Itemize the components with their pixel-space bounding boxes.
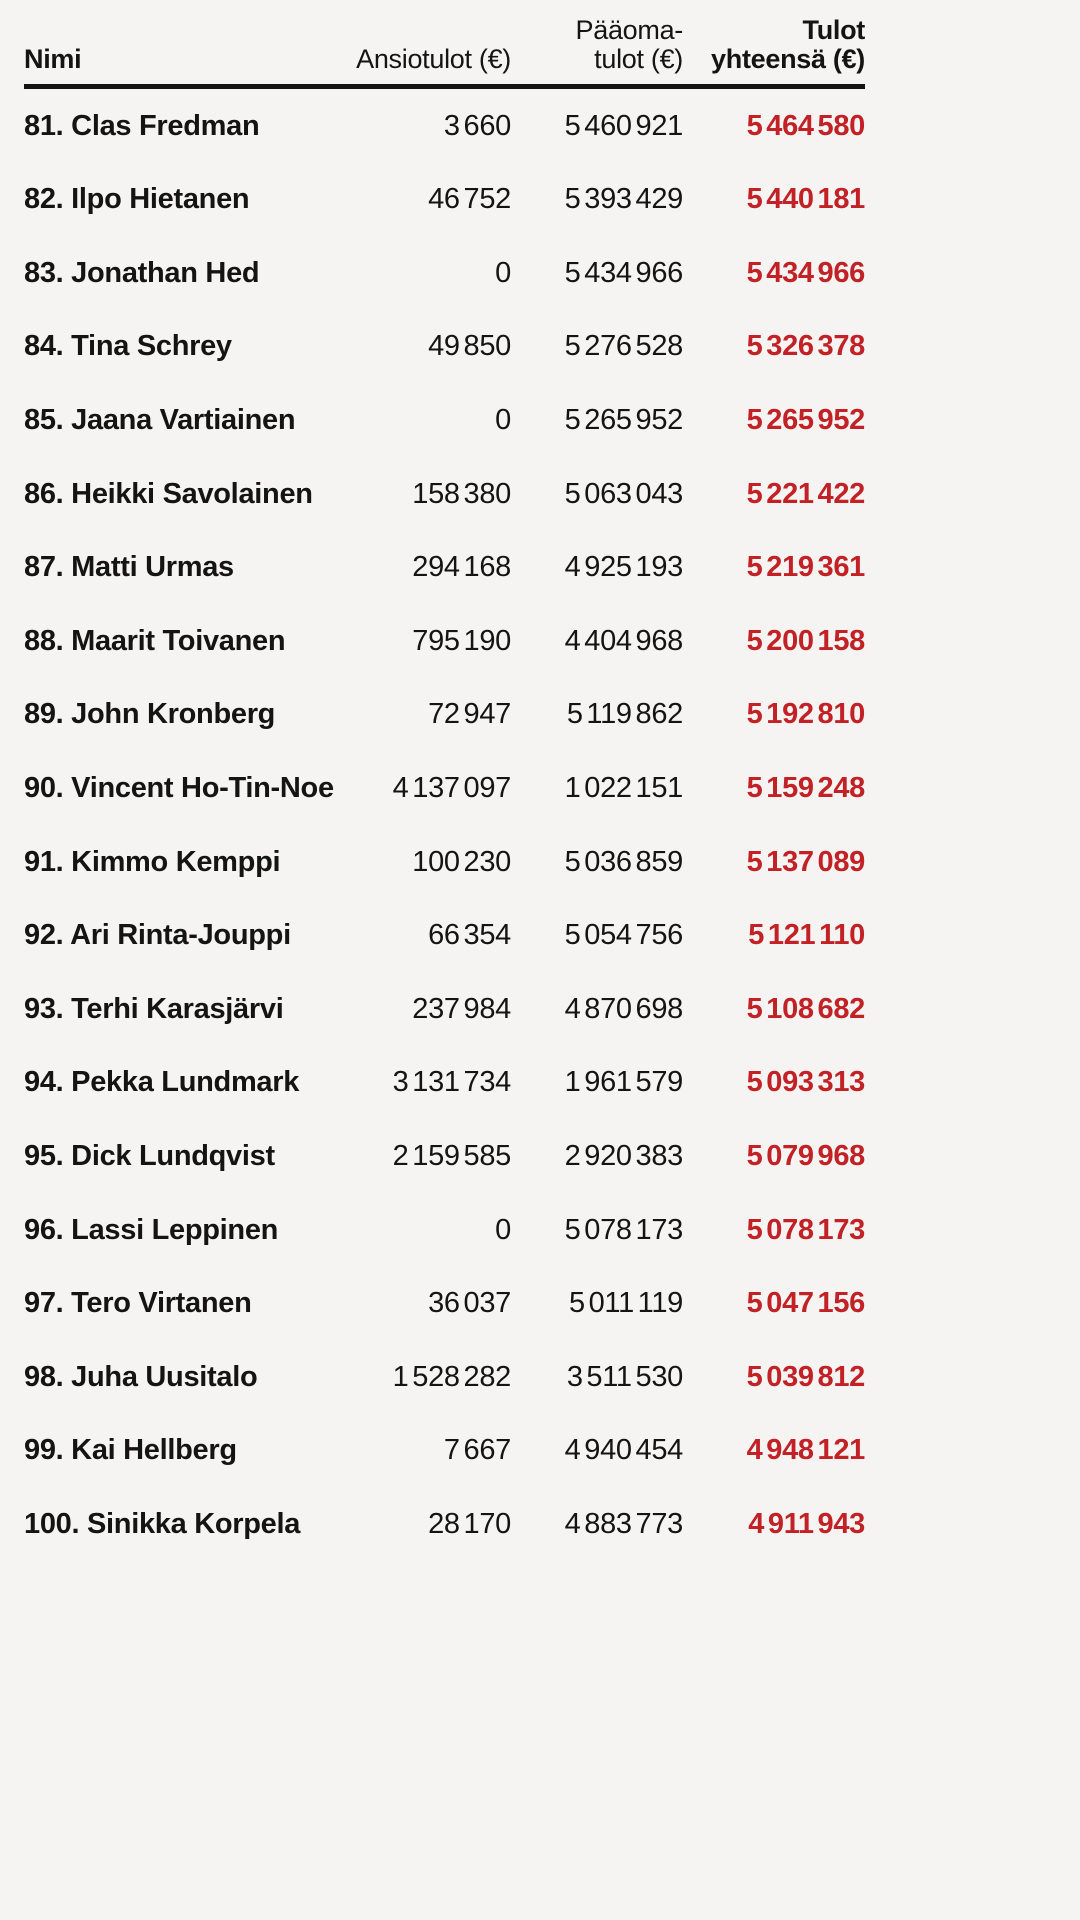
cell-yhteensa: 5 137 089 [746, 845, 865, 878]
table-row [24, 163, 865, 237]
table-row [24, 1193, 865, 1267]
table-row [24, 531, 865, 605]
cell-ansiotulot: 28 170 [428, 1507, 511, 1540]
table-row [24, 1414, 865, 1488]
cell-ansiotulot: 72 947 [428, 698, 511, 731]
table-header [24, 0, 865, 89]
cell-ansiotulot: 795 190 [412, 624, 511, 657]
table-row [24, 237, 865, 311]
row-name: 98. Juha Uusitalo [24, 1360, 258, 1393]
table-row [24, 1340, 865, 1414]
row-name: 86. Heikki Savolainen [24, 477, 313, 510]
table-row [24, 1120, 865, 1194]
row-name: 87. Matti Urmas [24, 551, 234, 584]
cell-paaomatulot: 1 022 151 [564, 771, 683, 804]
cell-paaomatulot: 5 119 862 [566, 698, 683, 731]
row-name: 100. Sinikka Korpela [24, 1507, 301, 1540]
cell-yhteensa: 5 221 422 [746, 477, 865, 510]
cell-ansiotulot: 0 [495, 1213, 511, 1246]
cell-ansiotulot: 294 168 [412, 551, 511, 584]
table-row [24, 310, 865, 384]
table-body [24, 89, 865, 1561]
cell-yhteensa: 5 039 812 [746, 1360, 865, 1393]
cell-paaomatulot: 2 920 383 [564, 1139, 683, 1172]
cell-yhteensa: 5 219 361 [746, 551, 865, 584]
table-row [24, 1488, 865, 1562]
header-nimi: Nimi [24, 44, 82, 75]
row-name: 85. Jaana Vartiainen [24, 403, 296, 436]
cell-ansiotulot: 49 850 [428, 330, 511, 363]
row-name: 83. Jonathan Hed [24, 256, 260, 289]
header-yhteensa-line1: Tulot [802, 15, 865, 45]
row-name: 89. John Kronberg [24, 698, 276, 731]
income-table [24, 0, 865, 1561]
row-name: 88. Maarit Toivanen [24, 624, 286, 657]
cell-ansiotulot: 46 752 [428, 183, 511, 216]
cell-ansiotulot: 0 [495, 403, 511, 436]
header-yhteensa-line2: yhteensä (€) [711, 44, 865, 75]
cell-ansiotulot: 3 131 734 [392, 1066, 511, 1099]
row-name: 84. Tina Schrey [24, 330, 232, 363]
row-name: 93. Terhi Karasjärvi [24, 992, 284, 1025]
cell-paaomatulot: 4 940 454 [564, 1434, 683, 1467]
cell-yhteensa: 5 121 110 [748, 919, 865, 952]
row-name: 96. Lassi Leppinen [24, 1213, 279, 1246]
row-name: 97. Tero Virtanen [24, 1287, 252, 1320]
cell-ansiotulot: 237 984 [412, 992, 511, 1025]
table-row [24, 89, 865, 163]
cell-yhteensa: 5 047 156 [746, 1287, 865, 1320]
row-name: 95. Dick Lundqvist [24, 1139, 275, 1172]
header-yhteensa [711, 16, 865, 74]
table-row [24, 384, 865, 458]
cell-yhteensa: 4 911 943 [748, 1507, 865, 1540]
cell-yhteensa: 5 265 952 [746, 403, 865, 436]
cell-yhteensa: 5 093 313 [746, 1066, 865, 1099]
cell-yhteensa: 5 434 966 [746, 256, 865, 289]
cell-yhteensa: 5 326 378 [746, 330, 865, 363]
row-name: 94. Pekka Lundmark [24, 1066, 300, 1099]
row-name: 92. Ari Rinta-Jouppi [24, 919, 291, 952]
header-paaomatulot-line1: Pääoma- [575, 15, 683, 45]
cell-yhteensa: 5 159 248 [746, 771, 865, 804]
header-paaomatulot [576, 16, 683, 74]
cell-yhteensa: 5 078 173 [746, 1213, 865, 1246]
cell-paaomatulot: 4 404 968 [564, 624, 683, 657]
table-row [24, 825, 865, 899]
cell-paaomatulot: 1 961 579 [564, 1066, 683, 1099]
table-row [24, 972, 865, 1046]
table-row [24, 678, 865, 752]
row-name: 82. Ilpo Hietanen [24, 183, 250, 216]
cell-ansiotulot: 66 354 [428, 919, 511, 952]
cell-paaomatulot: 4 925 193 [564, 551, 683, 584]
cell-ansiotulot: 4 137 097 [392, 771, 511, 804]
table-row [24, 899, 865, 973]
cell-paaomatulot: 5 078 173 [564, 1213, 683, 1246]
cell-paaomatulot: 5 011 119 [568, 1287, 683, 1320]
cell-ansiotulot: 0 [495, 256, 511, 289]
cell-paaomatulot: 5 054 756 [564, 919, 683, 952]
cell-yhteensa: 4 948 121 [746, 1434, 865, 1467]
cell-ansiotulot: 158 380 [412, 477, 511, 510]
cell-paaomatulot: 5 434 966 [564, 256, 683, 289]
cell-paaomatulot: 5 265 952 [564, 403, 683, 436]
cell-ansiotulot: 3 660 [443, 109, 511, 142]
cell-yhteensa: 5 079 968 [746, 1139, 865, 1172]
header-paaomatulot-line2: tulot (€) [594, 44, 683, 75]
cell-paaomatulot: 3 511 530 [566, 1360, 683, 1393]
row-name: 81. Clas Fredman [24, 109, 260, 142]
cell-paaomatulot: 4 883 773 [564, 1507, 683, 1540]
table-row [24, 604, 865, 678]
table-row [24, 1267, 865, 1341]
cell-paaomatulot: 5 276 528 [564, 330, 683, 363]
cell-yhteensa: 5 440 181 [746, 183, 865, 216]
cell-paaomatulot: 5 393 429 [564, 183, 683, 216]
cell-ansiotulot: 1 528 282 [392, 1360, 511, 1393]
cell-paaomatulot: 4 870 698 [564, 992, 683, 1025]
cell-ansiotulot: 100 230 [412, 845, 511, 878]
table-row [24, 752, 865, 826]
cell-yhteensa: 5 464 580 [746, 109, 865, 142]
cell-paaomatulot: 5 063 043 [564, 477, 683, 510]
table-row [24, 457, 865, 531]
cell-yhteensa: 5 192 810 [746, 698, 865, 731]
cell-yhteensa: 5 108 682 [746, 992, 865, 1025]
cell-ansiotulot: 36 037 [428, 1287, 511, 1320]
header-ansiotulot: Ansiotulot (€) [356, 44, 511, 75]
cell-ansiotulot: 2 159 585 [392, 1139, 511, 1172]
cell-ansiotulot: 7 667 [443, 1434, 511, 1467]
table-row [24, 1046, 865, 1120]
cell-paaomatulot: 5 036 859 [564, 845, 683, 878]
cell-paaomatulot: 5 460 921 [564, 109, 683, 142]
row-name: 90. Vincent Ho-Tin-Noe [24, 771, 334, 804]
cell-yhteensa: 5 200 158 [746, 624, 865, 657]
row-name: 99. Kai Hellberg [24, 1434, 237, 1467]
row-name: 91. Kimmo Kemppi [24, 845, 281, 878]
